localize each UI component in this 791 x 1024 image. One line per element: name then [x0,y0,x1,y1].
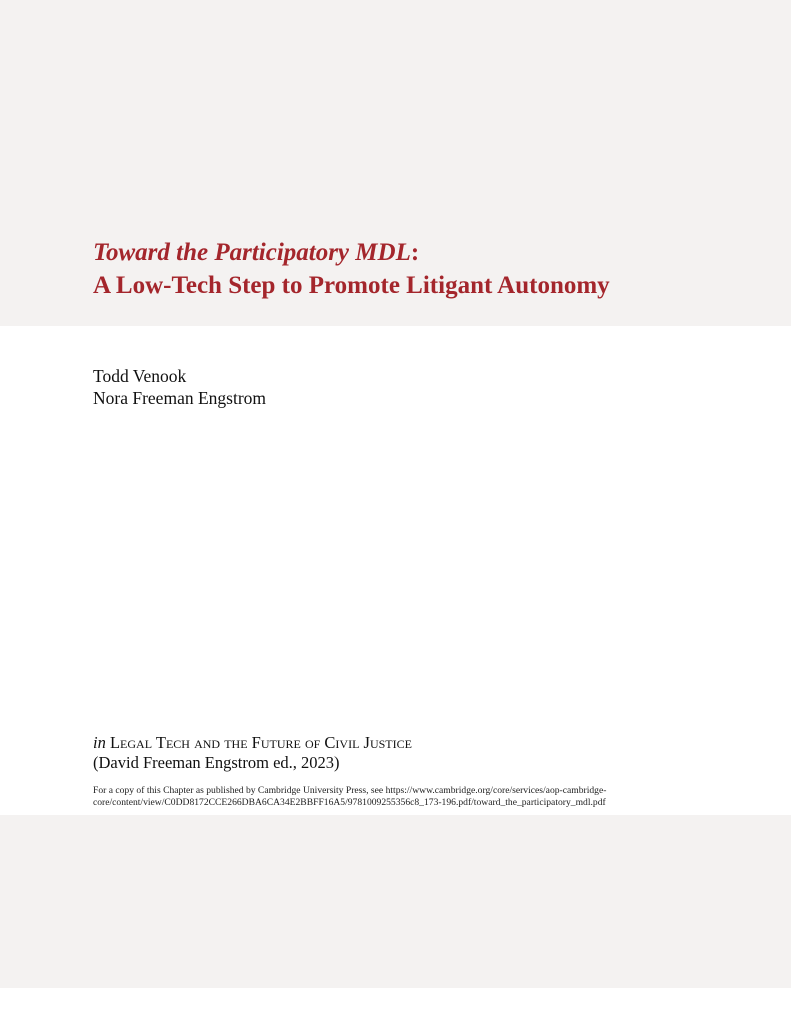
book-title: Legal Tech and the Future of Civil Justice [109,733,412,752]
publication-note: For a copy of this Chapter as published by Cambridge University Press, see https://www.cambridge.org/core/services/aop-cambridge-core/content/view/C0DD8172CCE266DBA6CA34E2BBFF16A5/9781009255356c8_173-196.pdf/toward_the_participatory_mdl.pdf [93,785,607,808]
author-list [93,366,266,409]
citation-block [93,733,733,809]
title-italic-text: Toward the Participatory MDL [93,239,411,266]
citation-prefix: in [93,733,106,752]
author-name: Nora Freeman Engstrom [93,387,267,408]
document-title [93,236,773,269]
bottom-gray-band [0,815,791,988]
title-colon: : [410,239,420,266]
citation-editor: (David Freeman Engstrom ed., 2023) [93,753,340,772]
author-name: Todd Venook [93,366,187,386]
title-block [93,236,773,302]
citation-source [93,733,733,753]
document-subtitle: A Low-Tech Step to Promote Litigant Autonomy [93,272,610,299]
